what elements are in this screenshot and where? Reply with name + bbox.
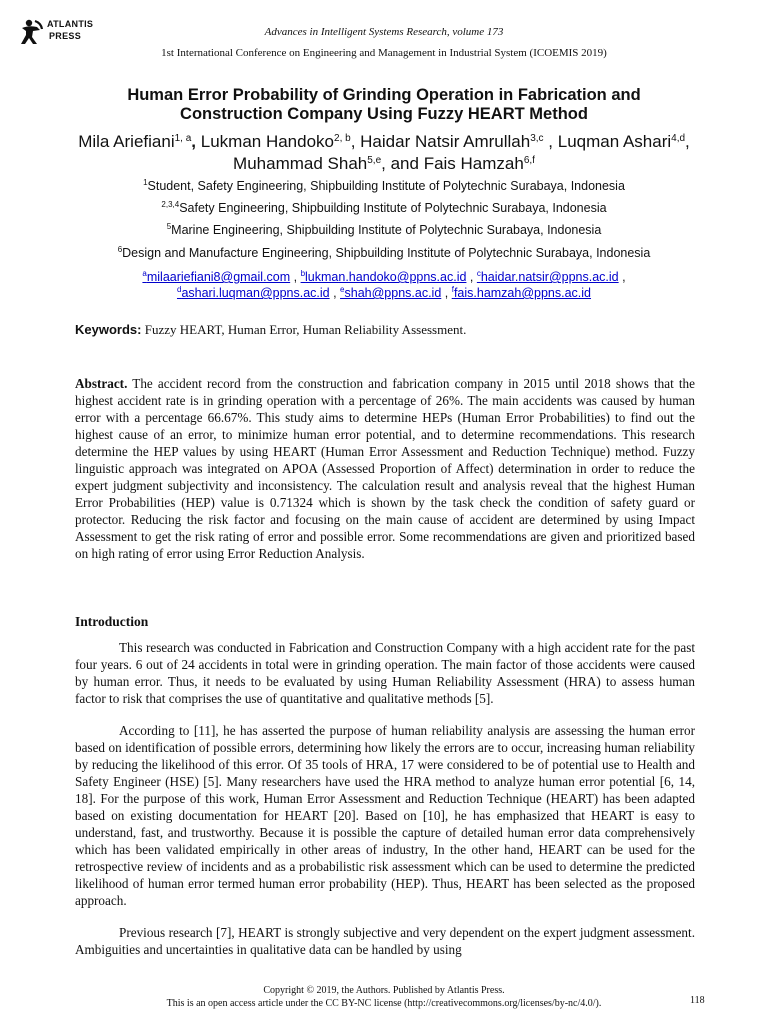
keywords bbox=[75, 322, 695, 338]
title-line-2: Construction Company Using Fuzzy HEART Method bbox=[180, 105, 588, 123]
email-link[interactable]: $^c$haidar.natsir@ppns.ac.id bbox=[476, 269, 619, 284]
email-link[interactable]: $^b$lukman.handoko@ppns.ac.id bbox=[300, 269, 467, 284]
page-number: 118 bbox=[690, 995, 705, 1006]
affiliation-sup: 1 bbox=[143, 178, 148, 187]
paper-title bbox=[60, 86, 708, 124]
author-name: Luqman Ashari bbox=[557, 132, 672, 151]
paragraph: This research was conducted in Fabrication and Construction Company with a high accident rate for the past four years. 6 out of 24 accidents in total were in grinding operation. The main factor of those accidents were caused by human error. Thus, it needs to be evaluated by using Human Reliability Assessment (HRA) to assess human factor to risk that comprises the use of quantitative and qualitative methods [5]. bbox=[75, 640, 695, 706]
keywords-label: Keywords: bbox=[75, 322, 142, 337]
abstract-label: Abstract. bbox=[75, 376, 128, 391]
author-sup: 5,e bbox=[367, 155, 382, 166]
section-heading-introduction: Introduction bbox=[75, 614, 149, 629]
affiliation-text: Design and Manufacture Engineering, Shipbuilding Institute of Polytechnic Surabaya, Indonesia bbox=[122, 246, 651, 260]
copyright-footer bbox=[0, 984, 768, 1010]
email-link[interactable]: $^e$shah@ppns.ac.id bbox=[340, 285, 442, 300]
footer-copyright: Copyright © 2019, the Authors. Published by Atlantis Press. bbox=[263, 985, 505, 996]
footer-license: This is an open access article under the CC BY-NC license (http://creativecommons.org/licenses/by-nc/4.0/). bbox=[166, 998, 602, 1009]
author-name: Lukman Handoko bbox=[200, 132, 335, 151]
email-list: $^a$milaariefiani8@gmail.com , $^b$lukman.handoko@ppns.ac.id , $^c$haidar.natsir@ppns.ac.id , $^d$ashari.luqman@ppns.ac.id , $^e$shah@ppns.ac.id , $^f$fais.hamzah@ppns.ac.id bbox=[142, 269, 626, 300]
affiliation-text: Safety Engineering, Shipbuilding Institute of Polytechnic Surabaya, Indonesia bbox=[179, 201, 607, 215]
affiliation-sup: 2,3,4 bbox=[161, 200, 180, 209]
abstract-text: The accident record from the construction and fabrication company in 2015 until 2018 shows that the highest accident rate is in grinding operation with a percentage of 26%. The main accidents was caused by human error with a percentage 66.67%. This study aims to determine HEPs (Human Error Probabilities) to find out the highest cause of an error, to minimize human error potential, and to determine recommendations. This research determine the HEP values by using HEART (Human Error Assessment and Reduction Technique) method. Fuzzy linguistic approach was integrated on APOA (Assessed Proportion of Affect) determination in order to reduce the expert judgment subjectivity and inconsistency. The calculation result and analysis reveal that the highest Human Error Probabilities (HEP) value is 0.71324 which is shown by the task check the condition of safety guard or protector. Reducing the risk factor and focusing on the main cause of accident are determined by using Impact Assessment to get the risk rating of error and possible error. Some recommendations are given and prioritized based on high rating of error using Error Reduction Analysis. bbox=[75, 376, 695, 561]
affiliation-sup: 6 bbox=[117, 245, 123, 254]
author-name: Mila Ariefiani bbox=[78, 132, 175, 151]
email-link[interactable]: $^a$milaariefiani8@gmail.com bbox=[142, 269, 291, 284]
abstract bbox=[75, 375, 695, 562]
email-link[interactable]: $^d$ashari.luqman@ppns.ac.id bbox=[176, 285, 330, 300]
author-name: Muhammad Shah bbox=[233, 154, 368, 173]
author-name: Haidar Natsir Amrullah bbox=[360, 132, 531, 151]
logo-text-line2: PRESS bbox=[49, 31, 82, 41]
author-sup: 6,f bbox=[523, 155, 535, 166]
author-list: Mila Ariefiani$^{1, a}$, Lukman Handoko$^{2, b}$, Haidar Natsir Amrullah$^{3,c}$ , Luqman Ashari$^{4,d}$, Muhammad Shah$^{5,e}$, and Fais Hamzah$^{6,f}$ bbox=[78, 132, 690, 173]
author-sup: 2, b bbox=[334, 133, 351, 144]
affiliation-sup: 5 bbox=[166, 222, 172, 231]
logo-text-line1: ATLANTIS bbox=[47, 19, 94, 29]
author-sup: 3,c bbox=[530, 133, 544, 144]
affiliation bbox=[0, 201, 768, 215]
author-sup: 1, a bbox=[174, 133, 192, 144]
affiliation bbox=[0, 246, 768, 260]
journal-name: Advances in Intelligent Systems Research, volume 173 bbox=[264, 26, 504, 38]
email-link[interactable]: $^f$fais.hamzah@ppns.ac.id bbox=[451, 285, 592, 300]
affiliation bbox=[0, 223, 768, 237]
author-sup: 4,d bbox=[671, 133, 686, 144]
affiliation bbox=[0, 179, 768, 193]
affiliation-text: Student, Safety Engineering, Shipbuilding Institute of Polytechnic Surabaya, Indonesia bbox=[147, 179, 625, 193]
paragraph: According to [11], he has asserted the purpose of human reliability analysis are assessing the human error based on identification of possible errors, determining how likely the errors are to occur, increasing human reliability by reducing the likelihood of this error. Of 35 tools of HRA, 17 were considered to be of potential use to Health and Safety Engineer (HSE) [5]. Many researchers have used the HRA method to analyze human error potential [6, 14, 18]. For the purpose of this work, Human Error Assessment and Reduction Technique (HEART) has been adapted based on existing documentation for HEART [20]. Based on [10], he has emphasized that HEART is easy to understand, fast, and trustworthy. Because it is possible the capture of detailed human error data comprehensively which has been validated empirically in other areas of industry, In the other hand, HEART can be used for the retrospective review of incidents and as a probabilistic risk assessment which can be used to determine the predicted likelihood of human error termed human error probability (HEP). Thus, HEART has been selected as the proposed approach. bbox=[75, 723, 695, 908]
author-name: Fais Hamzah bbox=[423, 154, 524, 173]
paragraph: Previous research [7], HEART is strongly subjective and very dependent on the expert judgment assessment. Ambiguities and uncertainties in qualitative data can be handled by using bbox=[75, 925, 695, 957]
title-line-1: Human Error Probability of Grinding Operation in Fabrication and bbox=[127, 86, 641, 104]
affiliation-text: Marine Engineering, Shipbuilding Institute of Polytechnic Surabaya, Indonesia bbox=[171, 223, 602, 237]
conference-name: 1st International Conference on Engineering and Management in Industrial System (ICOEMIS 2019) bbox=[161, 47, 607, 59]
keywords-text: Fuzzy HEART, Human Error, Human Reliability Assessment. bbox=[144, 322, 467, 337]
